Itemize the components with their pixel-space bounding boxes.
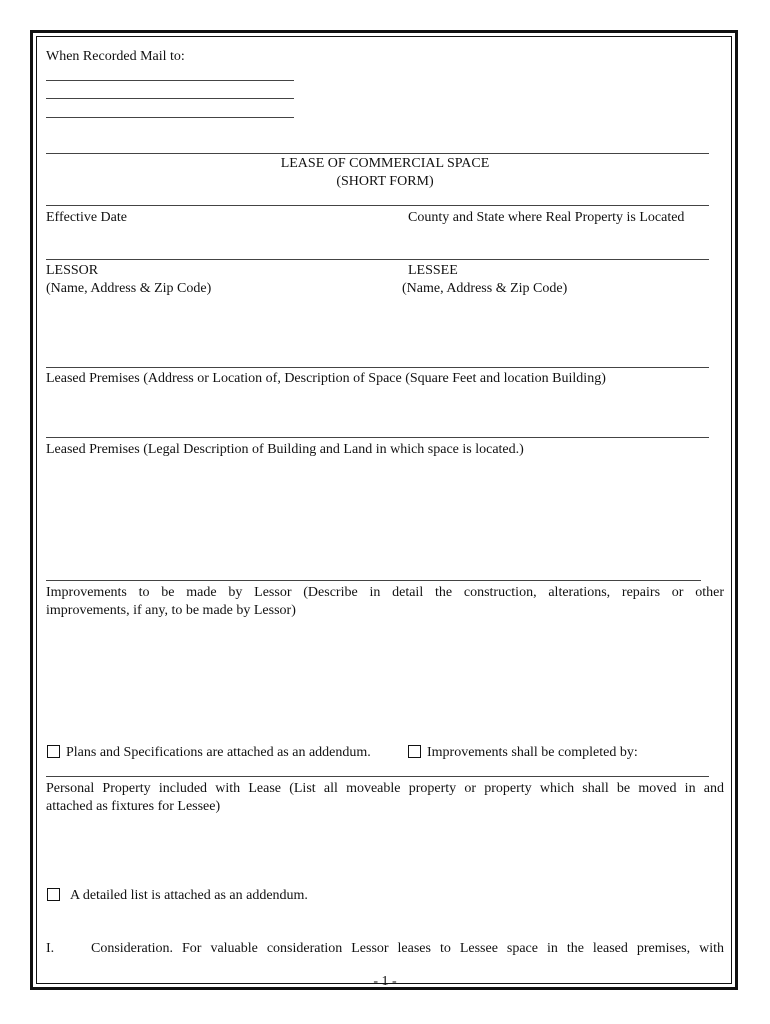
effective-date-label: Effective Date — [46, 210, 127, 225]
lessor-sub-label: (Name, Address & Zip Code) — [46, 281, 212, 296]
lessor-label: LESSOR — [46, 263, 99, 278]
mail-to-label: When Recorded Mail to: — [46, 49, 185, 64]
plans-checkbox-label: Plans and Specifications are attached as an addendum. — [66, 745, 371, 760]
mail-to-line-3[interactable] — [46, 117, 294, 118]
section-one-number: I. — [46, 941, 55, 956]
leased-premises-address-label: Leased Premises (Address or Location of, Description of Space (Square Feet and location Building) — [46, 371, 606, 386]
title-top-rule — [46, 153, 709, 154]
personal-property-label-line-2: attached as fixtures for Lessee) — [46, 799, 221, 814]
lessee-sub-label: (Name, Address & Zip Code) — [402, 281, 568, 296]
improvements-label-line-2: improvements, if any, to be made by Lessor) — [46, 603, 296, 618]
section-one-text: Consideration. For valuable consideration Lessor leases to Lessee space in the leased premises, with — [91, 941, 724, 956]
detailed-list-label: A detailed list is attached as an addendum. — [70, 888, 308, 903]
personal-property-rule — [46, 776, 709, 777]
leased-premises-legal-label: Leased Premises (Legal Description of Building and Land in which space is located.) — [46, 442, 524, 457]
lessee-label: LESSEE — [408, 263, 458, 278]
page-number: - 1 - — [373, 974, 397, 989]
improvements-rule — [46, 580, 701, 581]
premises-address-rule — [46, 367, 709, 368]
document-subtitle: (SHORT FORM) — [336, 174, 434, 189]
mail-to-line-1[interactable] — [46, 80, 294, 81]
completed-checkbox[interactable] — [408, 745, 421, 758]
completed-checkbox-label: Improvements shall be completed by: — [427, 745, 638, 760]
improvements-label-line-1: Improvements to be made by Lessor (Describe in detail the construction, alterations, repairs or other — [46, 585, 724, 600]
personal-property-label-line-1: Personal Property included with Lease (List all moveable property or property which shall be moved in and — [46, 781, 724, 796]
detailed-list-checkbox[interactable] — [47, 888, 60, 901]
premises-legal-rule — [46, 437, 709, 438]
mail-to-line-2[interactable] — [46, 98, 294, 99]
parties-rule — [46, 259, 709, 260]
county-state-label: County and State where Real Property is Located — [408, 210, 685, 225]
plans-checkbox[interactable] — [47, 745, 60, 758]
document-title: LEASE OF COMMERCIAL SPACE — [280, 156, 490, 171]
effective-date-rule — [46, 205, 709, 206]
